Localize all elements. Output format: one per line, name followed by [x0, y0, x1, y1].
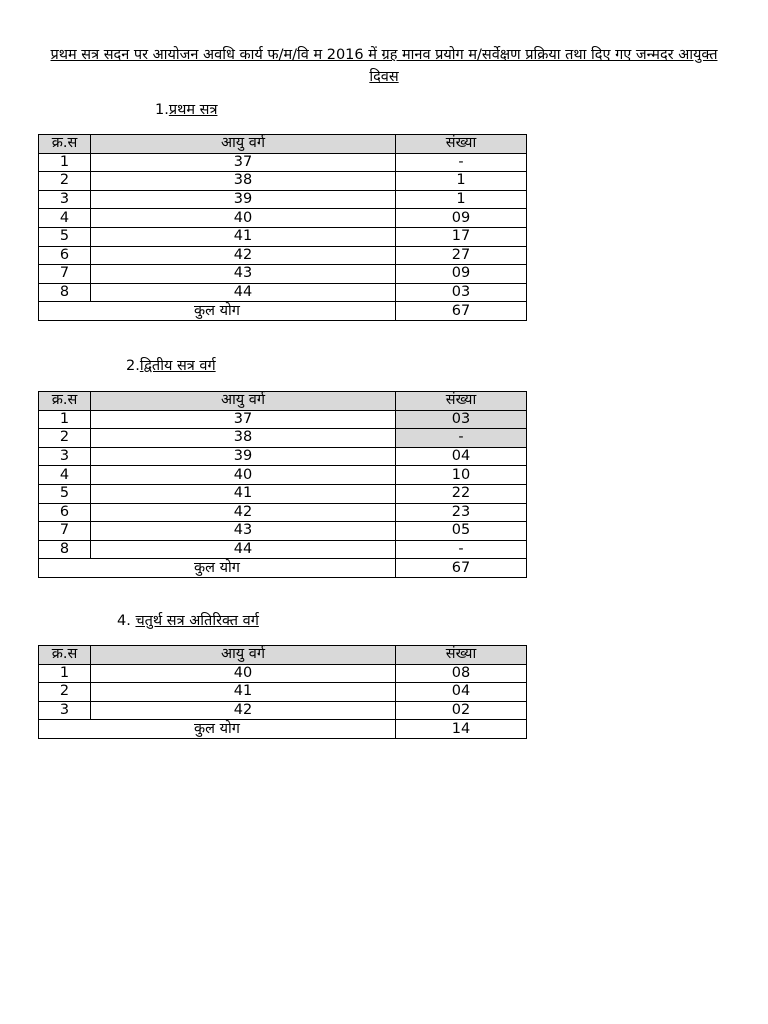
- age-cell: 40: [91, 466, 396, 485]
- table-row: [39, 283, 527, 302]
- count-cell: 10: [396, 466, 527, 485]
- age-cell: 38: [91, 429, 396, 448]
- total-label: कुल योग: [39, 720, 396, 739]
- total-label: कुल योग: [39, 559, 396, 578]
- age-cell: 40: [91, 209, 396, 228]
- serial-cell: 7: [39, 522, 91, 541]
- count-cell: 23: [396, 503, 527, 522]
- age-cell: 42: [91, 246, 396, 265]
- table-row: [39, 190, 527, 209]
- serial-cell: 3: [39, 701, 91, 720]
- serial-cell: 1: [39, 664, 91, 683]
- column-header-age: आयु वर्ग: [91, 646, 396, 665]
- column-header-count: संख्या: [396, 392, 527, 411]
- table-row: [39, 172, 527, 191]
- document-title: प्रथम सत्र सदन पर आयोजन अवधि कार्य फ/म/वि म 2016 में ग्रह मानव प्रयोग म/सर्वेक्षण प्रक्रिया तथा दिए गए जन्मदर आयुक्त दिवस: [50, 47, 718, 85]
- total-label: कुल योग: [39, 302, 396, 321]
- total-row: [39, 302, 527, 321]
- age-cell: 42: [91, 701, 396, 720]
- age-cell: 44: [91, 283, 396, 302]
- age-cell: 43: [91, 265, 396, 284]
- section-4-table: [38, 645, 527, 739]
- serial-cell: 4: [39, 209, 91, 228]
- section-2-title: द्वितीय सत्र वर्ग: [139, 358, 216, 374]
- table-row: [39, 209, 527, 228]
- count-cell: 1: [396, 190, 527, 209]
- count-cell: 1: [396, 172, 527, 191]
- section-4-title: चतुर्थ सत्र अतिरिक्त वर्ग: [135, 613, 259, 629]
- table-row: [39, 410, 527, 429]
- count-cell: 09: [396, 265, 527, 284]
- age-cell: 39: [91, 190, 396, 209]
- section-1-title: प्रथम सत्र: [168, 102, 218, 118]
- table-row: [39, 522, 527, 541]
- table-header-row: [39, 392, 527, 411]
- column-header-serial: क्र.स: [39, 392, 91, 411]
- table-row: [39, 484, 527, 503]
- age-cell: 41: [91, 484, 396, 503]
- total-value: 14: [396, 720, 527, 739]
- count-cell: 05: [396, 522, 527, 541]
- count-cell: 04: [396, 447, 527, 466]
- count-cell: 09: [396, 209, 527, 228]
- serial-cell: 6: [39, 503, 91, 522]
- age-cell: 42: [91, 503, 396, 522]
- column-header-age: आयु वर्ग: [91, 392, 396, 411]
- age-cell: 39: [91, 447, 396, 466]
- section-1-heading: [155, 101, 217, 119]
- total-value: 67: [396, 302, 527, 321]
- age-cell: 37: [91, 153, 396, 172]
- count-cell: 02: [396, 701, 527, 720]
- serial-cell: 1: [39, 153, 91, 172]
- count-cell: 03: [396, 283, 527, 302]
- total-row: [39, 559, 527, 578]
- age-cell: 40: [91, 664, 396, 683]
- count-cell: 03: [396, 410, 527, 429]
- section-1-number: 1.: [155, 102, 169, 118]
- table-header-row: [39, 135, 527, 154]
- section-4-heading: [117, 612, 259, 630]
- age-cell: 41: [91, 683, 396, 702]
- column-header-count: संख्या: [396, 646, 527, 665]
- count-cell: -: [396, 153, 527, 172]
- table-row: [39, 246, 527, 265]
- section-2-table: [38, 391, 527, 578]
- section-4-number: 4.: [117, 613, 131, 629]
- total-value: 67: [396, 559, 527, 578]
- serial-cell: 7: [39, 265, 91, 284]
- serial-cell: 2: [39, 683, 91, 702]
- count-cell: 08: [396, 664, 527, 683]
- serial-cell: 3: [39, 447, 91, 466]
- serial-cell: 4: [39, 466, 91, 485]
- serial-cell: 3: [39, 190, 91, 209]
- age-cell: 37: [91, 410, 396, 429]
- table-row: [39, 429, 527, 448]
- serial-cell: 5: [39, 227, 91, 246]
- count-cell: -: [396, 429, 527, 448]
- table-row: [39, 466, 527, 485]
- count-cell: 04: [396, 683, 527, 702]
- serial-cell: 6: [39, 246, 91, 265]
- section-2-number: 2.: [126, 358, 140, 374]
- age-cell: 43: [91, 522, 396, 541]
- count-cell: 22: [396, 484, 527, 503]
- table-row: [39, 503, 527, 522]
- age-cell: 41: [91, 227, 396, 246]
- table-row: [39, 664, 527, 683]
- count-cell: 27: [396, 246, 527, 265]
- column-header-serial: क्र.स: [39, 135, 91, 154]
- count-cell: -: [396, 540, 527, 559]
- serial-cell: 2: [39, 172, 91, 191]
- table-row: [39, 683, 527, 702]
- age-cell: 44: [91, 540, 396, 559]
- serial-cell: 5: [39, 484, 91, 503]
- section-1-table: [38, 134, 527, 321]
- section-2-heading: [126, 357, 216, 375]
- serial-cell: 2: [39, 429, 91, 448]
- table-row: [39, 701, 527, 720]
- table-row: [39, 540, 527, 559]
- serial-cell: 8: [39, 540, 91, 559]
- count-cell: 17: [396, 227, 527, 246]
- age-cell: 38: [91, 172, 396, 191]
- table-header-row: [39, 646, 527, 665]
- table-row: [39, 153, 527, 172]
- serial-cell: 1: [39, 410, 91, 429]
- column-header-age: आयु वर्ग: [91, 135, 396, 154]
- table-row: [39, 227, 527, 246]
- total-row: [39, 720, 527, 739]
- column-header-count: संख्या: [396, 135, 527, 154]
- column-header-serial: क्र.स: [39, 646, 91, 665]
- serial-cell: 8: [39, 283, 91, 302]
- table-row: [39, 447, 527, 466]
- table-row: [39, 265, 527, 284]
